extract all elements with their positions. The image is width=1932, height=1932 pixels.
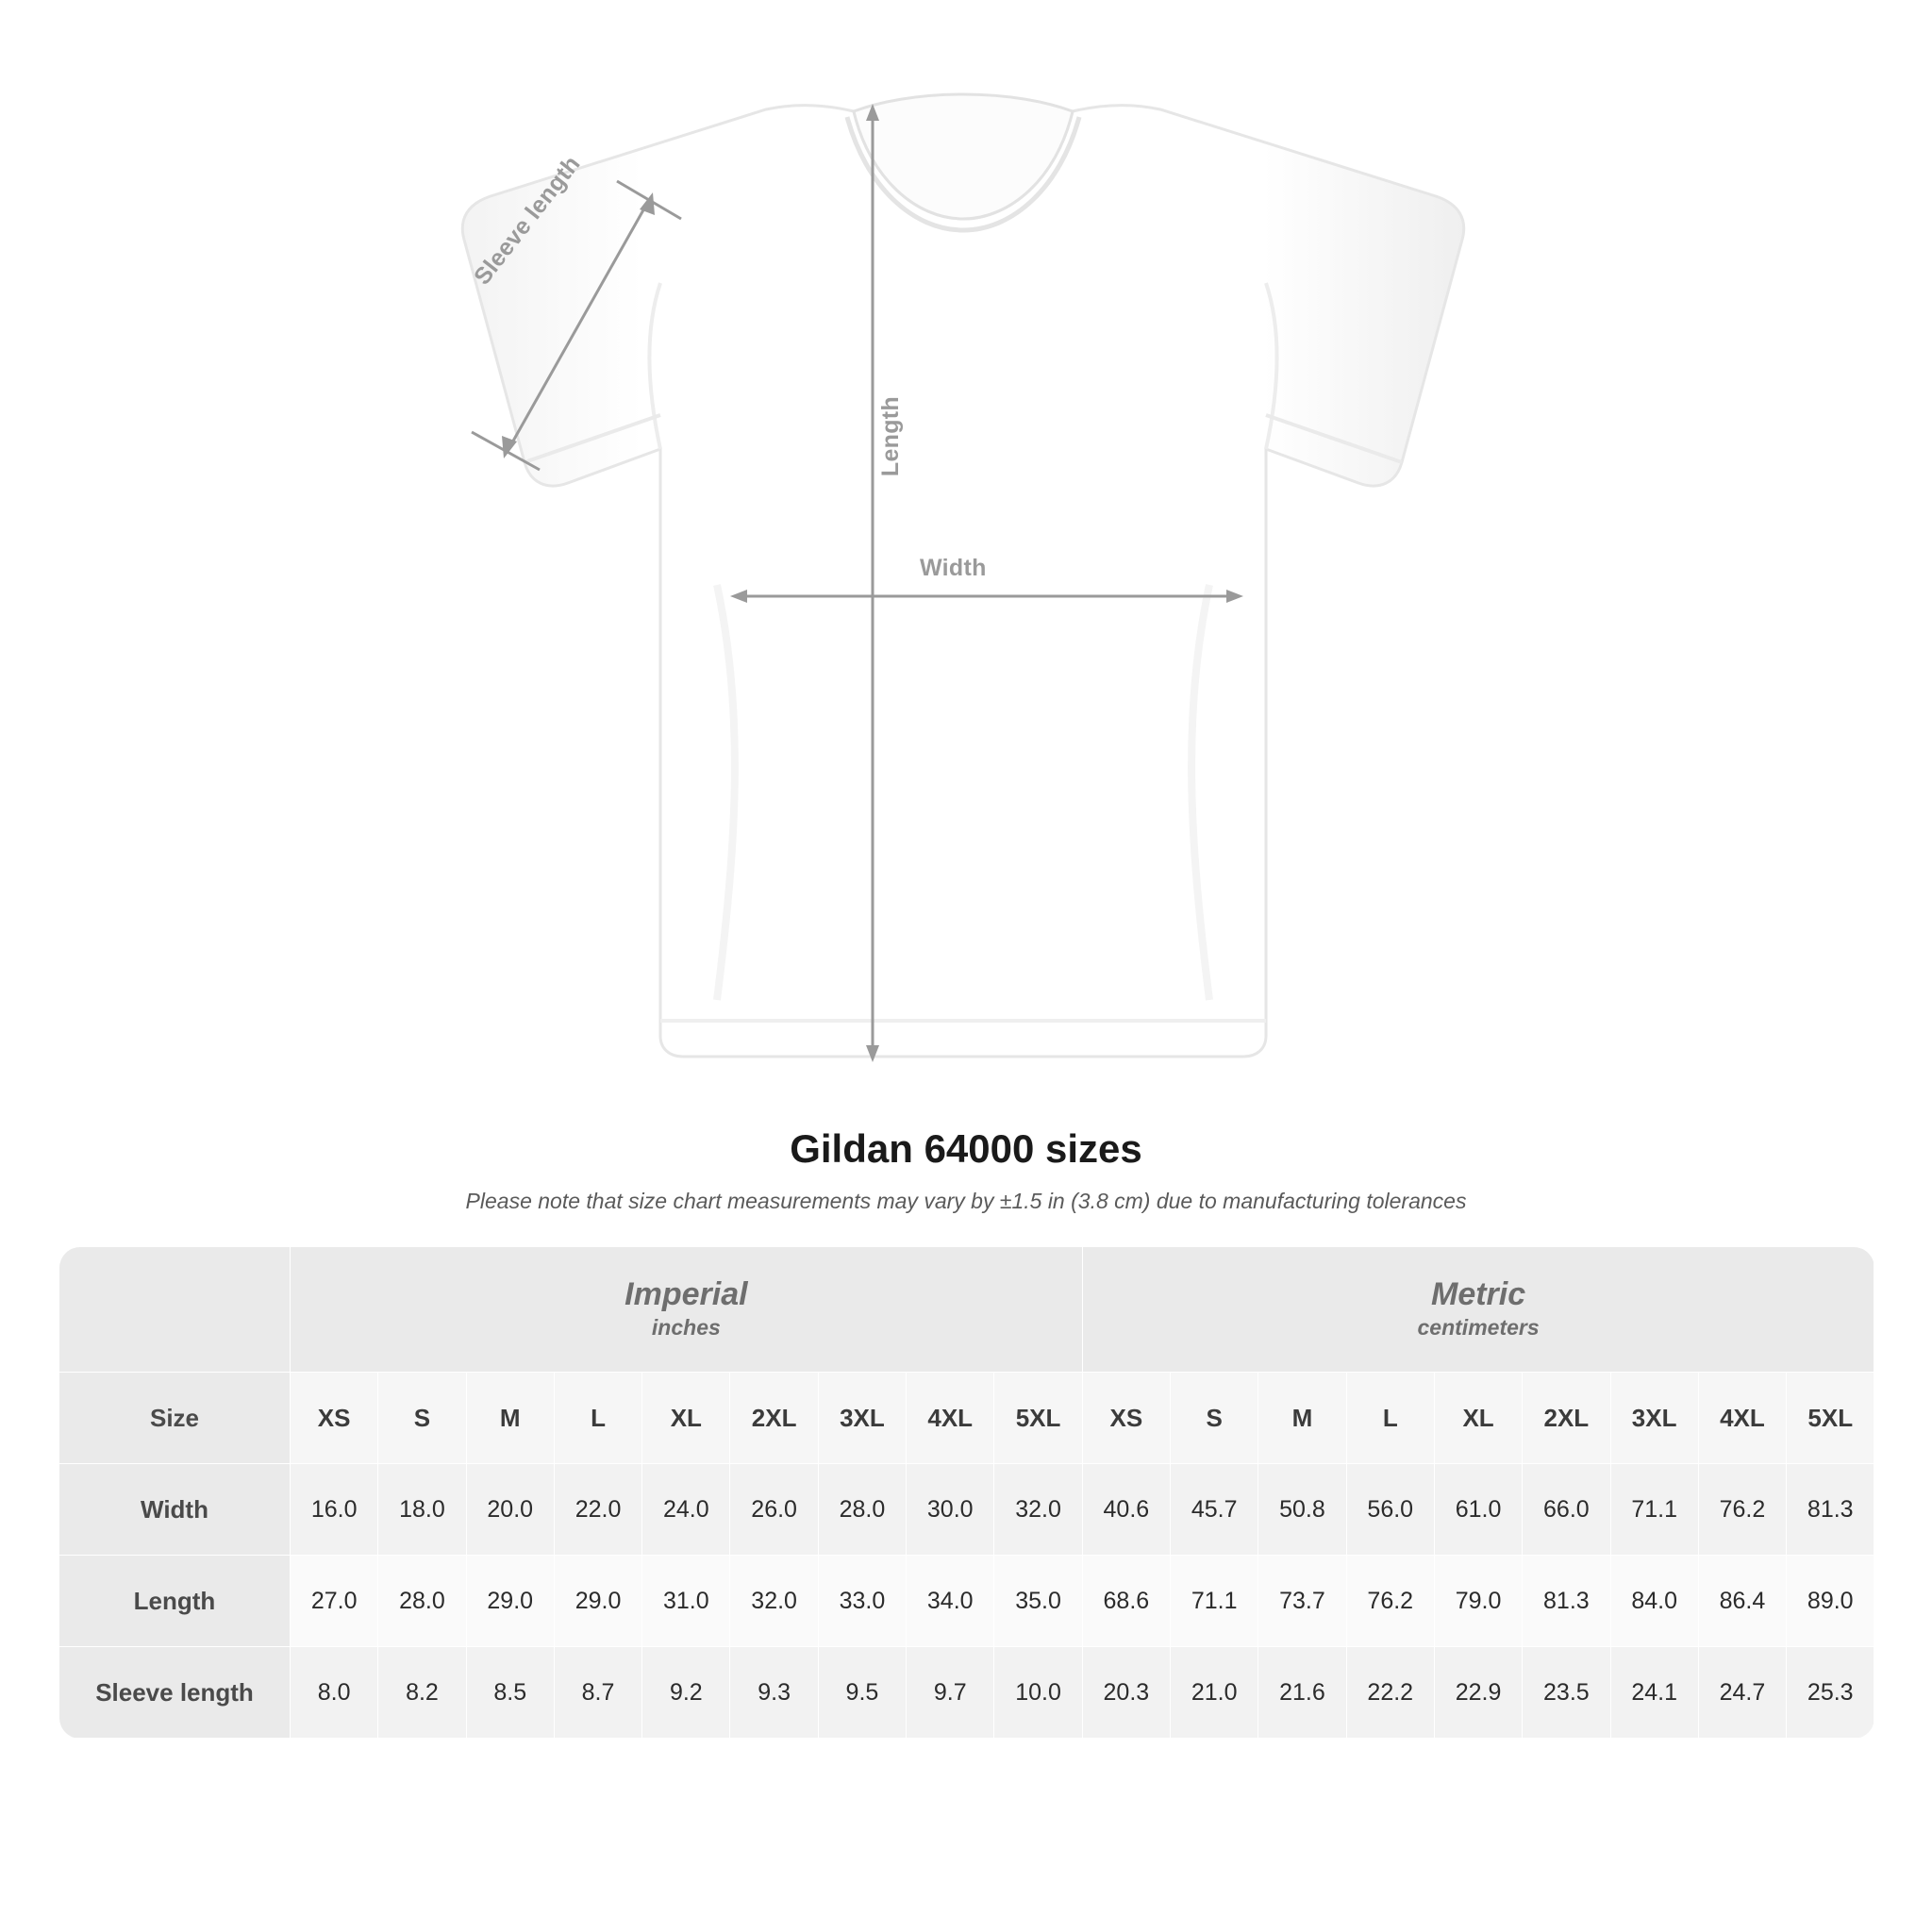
cell-length: 27.0 bbox=[291, 1556, 378, 1647]
row-label-length: Length bbox=[59, 1556, 291, 1647]
cell-width: 20.0 bbox=[466, 1464, 554, 1556]
cell-length: 32.0 bbox=[730, 1556, 818, 1647]
cell-length: 29.0 bbox=[466, 1556, 554, 1647]
column-header-size: XL bbox=[642, 1373, 730, 1464]
cell-sleeve-length: 8.2 bbox=[378, 1647, 466, 1739]
unit-group-metric-sub: centimeters bbox=[1417, 1315, 1540, 1341]
length-dimension-label: Length bbox=[877, 396, 904, 477]
cell-width: 18.0 bbox=[378, 1464, 466, 1556]
cell-width: 30.0 bbox=[907, 1464, 994, 1556]
size-header-row bbox=[59, 1373, 1874, 1464]
tolerance-note: Please note that size chart measurements may vary by ±1.5 in (3.8 cm) due to manufacturing tolerances bbox=[465, 1189, 1467, 1213]
column-header-size: 3XL bbox=[1610, 1373, 1698, 1464]
cell-width: 76.2 bbox=[1698, 1464, 1786, 1556]
column-header-size: M bbox=[466, 1373, 554, 1464]
cell-length: 71.1 bbox=[1171, 1556, 1258, 1647]
cell-sleeve-length: 9.3 bbox=[730, 1647, 818, 1739]
cell-length: 35.0 bbox=[994, 1556, 1082, 1647]
cell-width: 61.0 bbox=[1434, 1464, 1522, 1556]
cell-sleeve-length: 21.6 bbox=[1258, 1647, 1346, 1739]
cell-sleeve-length: 25.3 bbox=[1787, 1647, 1874, 1739]
cell-length: 31.0 bbox=[642, 1556, 730, 1647]
cell-sleeve-length: 20.3 bbox=[1082, 1647, 1170, 1739]
table-body bbox=[59, 1464, 1874, 1739]
cell-length: 68.6 bbox=[1082, 1556, 1170, 1647]
cell-width: 56.0 bbox=[1346, 1464, 1434, 1556]
unit-group-imperial-sub: inches bbox=[651, 1315, 721, 1341]
cell-sleeve-length: 24.7 bbox=[1698, 1647, 1786, 1739]
cell-sleeve-length: 8.5 bbox=[466, 1647, 554, 1739]
cell-length: 84.0 bbox=[1610, 1556, 1698, 1647]
cell-length: 28.0 bbox=[378, 1556, 466, 1647]
unit-group-imperial bbox=[291, 1247, 1083, 1373]
cell-sleeve-length: 8.0 bbox=[291, 1647, 378, 1739]
cell-length: 89.0 bbox=[1787, 1556, 1874, 1647]
cell-width: 71.1 bbox=[1610, 1464, 1698, 1556]
cell-width: 50.8 bbox=[1258, 1464, 1346, 1556]
cell-width: 26.0 bbox=[730, 1464, 818, 1556]
column-header-size: 4XL bbox=[907, 1373, 994, 1464]
column-header-size: 2XL bbox=[1523, 1373, 1610, 1464]
column-header-size: L bbox=[1346, 1373, 1434, 1464]
column-header-size: XS bbox=[1082, 1373, 1170, 1464]
cell-width: 81.3 bbox=[1787, 1464, 1874, 1556]
cell-sleeve-length: 8.7 bbox=[554, 1647, 641, 1739]
cell-length: 79.0 bbox=[1434, 1556, 1522, 1647]
title-block bbox=[0, 1126, 1932, 1214]
unit-header-row bbox=[59, 1247, 1874, 1373]
cell-length: 73.7 bbox=[1258, 1556, 1346, 1647]
cell-sleeve-length: 9.2 bbox=[642, 1647, 730, 1739]
cell-sleeve-length: 22.9 bbox=[1434, 1647, 1522, 1739]
width-dimension-label: Width bbox=[920, 555, 987, 581]
row-header-size: Size bbox=[59, 1373, 291, 1464]
table-corner-cell bbox=[59, 1247, 291, 1373]
cell-length: 76.2 bbox=[1346, 1556, 1434, 1647]
cell-width: 40.6 bbox=[1082, 1464, 1170, 1556]
cell-length: 86.4 bbox=[1698, 1556, 1786, 1647]
cell-width: 16.0 bbox=[291, 1464, 378, 1556]
table-head bbox=[59, 1247, 1874, 1464]
column-header-size: M bbox=[1258, 1373, 1346, 1464]
cell-sleeve-length: 24.1 bbox=[1610, 1647, 1698, 1739]
row-label-width: Width bbox=[59, 1464, 291, 1556]
sleeve-length-dimension-label: Sleeve length bbox=[469, 150, 586, 291]
column-header-size: 5XL bbox=[1787, 1373, 1874, 1464]
column-header-size: 2XL bbox=[730, 1373, 818, 1464]
cell-sleeve-length: 10.0 bbox=[994, 1647, 1082, 1739]
column-header-size: S bbox=[378, 1373, 466, 1464]
column-header-size: 5XL bbox=[994, 1373, 1082, 1464]
cell-length: 81.3 bbox=[1523, 1556, 1610, 1647]
column-header-size: 3XL bbox=[818, 1373, 906, 1464]
table-row bbox=[59, 1464, 1874, 1556]
unit-group-metric-name: Metric bbox=[1431, 1275, 1526, 1312]
column-header-size: L bbox=[554, 1373, 641, 1464]
cell-width: 45.7 bbox=[1171, 1464, 1258, 1556]
unit-group-imperial-name: Imperial bbox=[625, 1275, 748, 1312]
table-row bbox=[59, 1556, 1874, 1647]
cell-sleeve-length: 21.0 bbox=[1171, 1647, 1258, 1739]
cell-sleeve-length: 23.5 bbox=[1523, 1647, 1610, 1739]
unit-group-metric bbox=[1082, 1247, 1874, 1373]
page-title: Gildan 64000 sizes bbox=[790, 1126, 1142, 1171]
size-table bbox=[58, 1246, 1874, 1739]
cell-sleeve-length: 9.7 bbox=[907, 1647, 994, 1739]
row-label-sleeve-length: Sleeve length bbox=[59, 1647, 291, 1739]
table-row bbox=[59, 1647, 1874, 1739]
cell-width: 32.0 bbox=[994, 1464, 1082, 1556]
cell-width: 24.0 bbox=[642, 1464, 730, 1556]
cell-length: 33.0 bbox=[818, 1556, 906, 1647]
column-header-size: 4XL bbox=[1698, 1373, 1786, 1464]
cell-width: 66.0 bbox=[1523, 1464, 1610, 1556]
cell-width: 28.0 bbox=[818, 1464, 906, 1556]
column-header-size: S bbox=[1171, 1373, 1258, 1464]
column-header-size: XL bbox=[1434, 1373, 1522, 1464]
size-table-wrapper bbox=[58, 1246, 1874, 1739]
cell-sleeve-length: 9.5 bbox=[818, 1647, 906, 1739]
cell-width: 22.0 bbox=[554, 1464, 641, 1556]
column-header-size: XS bbox=[291, 1373, 378, 1464]
cell-length: 34.0 bbox=[907, 1556, 994, 1647]
cell-sleeve-length: 22.2 bbox=[1346, 1647, 1434, 1739]
cell-length: 29.0 bbox=[554, 1556, 641, 1647]
